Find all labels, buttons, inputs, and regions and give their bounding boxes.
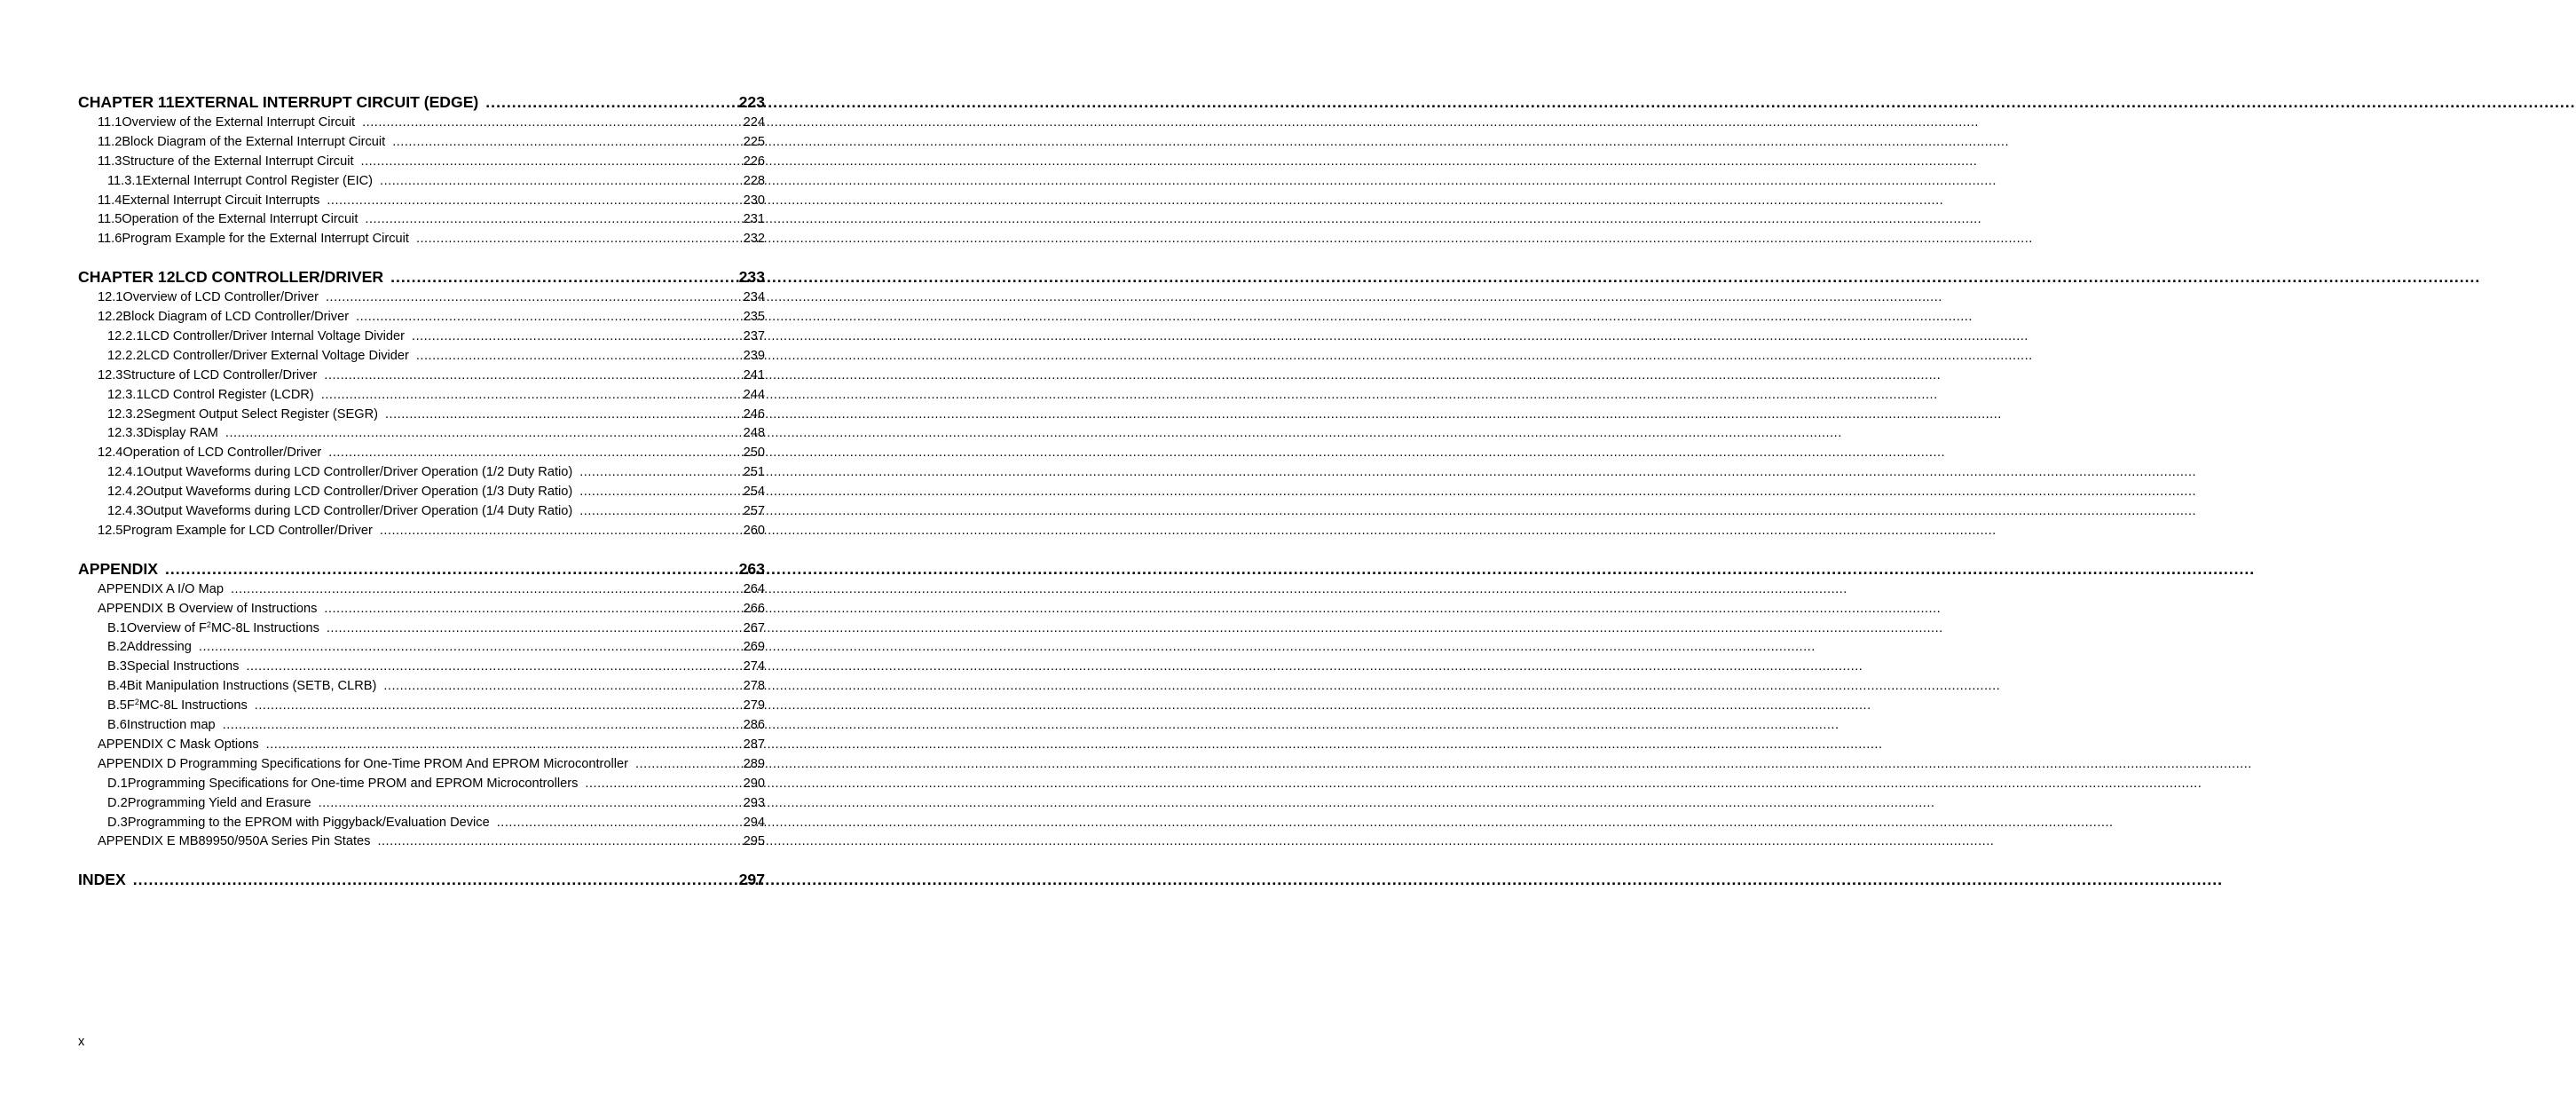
dot-leader	[579, 502, 736, 522]
toc-entry-title	[122, 522, 372, 541]
dot-leader	[356, 308, 737, 327]
dot-leader	[412, 327, 737, 347]
toc-entry[interactable]	[78, 600, 765, 619]
toc-entry[interactable]	[78, 192, 765, 211]
toc-entry-number: B.6	[107, 718, 127, 733]
toc-entry-number: 12.3.1	[107, 387, 144, 402]
toc-entry-title	[122, 153, 353, 172]
toc-heading-number: CHAPTER 11	[78, 93, 175, 111]
dot-leader	[579, 483, 736, 502]
toc-entry[interactable]	[78, 230, 765, 249]
toc-entry-title-text: Overview of F	[126, 620, 207, 635]
toc-entry-number: 12.4.2	[107, 485, 144, 500]
toc-entry-number: D.1	[107, 776, 128, 791]
dot-leader	[585, 775, 736, 794]
toc-entry-title-text: MC-8L Instructions	[138, 698, 248, 714]
toc-entry-title-text: External Interrupt Control Register (EIC)	[142, 173, 374, 188]
toc-entry[interactable]	[78, 347, 765, 367]
toc-section	[78, 91, 765, 249]
dot-leader	[416, 347, 737, 367]
toc-entry-title	[98, 736, 259, 755]
toc-entry-title-text: Overview of LCD Controller/Driver	[122, 290, 319, 305]
dot-leader	[377, 832, 736, 852]
toc-heading[interactable]	[78, 869, 765, 891]
toc-entry-title-text: Bit Manipulation Instructions (SETB, CLRB)	[126, 679, 377, 694]
dot-leader	[361, 153, 737, 172]
toc-entry[interactable]	[78, 210, 765, 230]
toc-entry-title	[144, 502, 573, 522]
dot-leader	[390, 266, 732, 288]
toc-heading-title: INDEX	[78, 871, 126, 889]
toc-entry[interactable]	[78, 367, 765, 386]
toc-entry-page: 290	[743, 776, 765, 791]
toc-entry[interactable]	[78, 658, 765, 677]
toc-entry-number: B.2	[107, 640, 127, 655]
toc-entry[interactable]	[78, 755, 765, 775]
toc-heading-number: CHAPTER 12	[78, 268, 176, 287]
toc-entry[interactable]	[78, 502, 765, 522]
dot-leader	[327, 619, 737, 639]
toc-entry-title	[127, 697, 248, 716]
toc-entry-page: 295	[743, 834, 765, 849]
toc-entry[interactable]	[78, 638, 765, 658]
toc-entry[interactable]	[78, 172, 765, 192]
toc-entry-page: 293	[743, 795, 765, 810]
toc-entry-page: 244	[743, 387, 765, 402]
toc-entry-title	[144, 463, 573, 483]
toc-entry-number: 12.1	[98, 290, 123, 305]
toc-entry[interactable]	[78, 794, 765, 814]
toc-entry-title	[128, 814, 490, 833]
toc-entry-page: 251	[743, 465, 765, 480]
toc-entry[interactable]	[78, 580, 765, 600]
dot-leader	[392, 133, 736, 153]
toc-entry-title-text: Special Instructions	[126, 659, 240, 674]
toc-section	[78, 869, 765, 891]
toc-entry-number: 11.5	[98, 212, 122, 227]
superscript: 2	[206, 619, 211, 629]
toc-heading-page: 233	[738, 268, 765, 287]
dot-leader	[635, 755, 737, 775]
toc-heading-title: APPENDIX	[78, 559, 158, 578]
toc-heading-page: 297	[738, 871, 765, 889]
toc-entry-title-text: Block Diagram of the External Interrupt Circuit	[122, 134, 386, 149]
toc-entry-page: 289	[743, 756, 765, 771]
dot-leader	[416, 230, 737, 249]
toc-entry-title-text: Program Example for LCD Controller/Driver	[122, 523, 373, 538]
toc-entry-title	[127, 638, 192, 658]
toc-entry-title-text: Structure of LCD Controller/Driver	[122, 367, 318, 382]
toc-entry-title-text: Output Waveforms during LCD Controller/Driver Operation (1/3 Duty Ratio)	[143, 485, 573, 500]
dot-leader	[380, 172, 737, 192]
toc-entry-number: 12.5	[98, 523, 123, 538]
toc-entry[interactable]	[78, 386, 765, 406]
toc-entry-title	[122, 444, 321, 463]
toc-entry-title-text: Output Waveforms during LCD Controller/Driver Operation (1/4 Duty Ratio)	[143, 504, 573, 519]
toc-entry-page: 278	[743, 679, 765, 694]
dot-leader	[485, 91, 731, 114]
toc-entry-title-text: Segment Output Select Register (SEGR)	[143, 406, 378, 422]
toc-entry-title	[128, 775, 579, 794]
toc-entry-title	[127, 677, 376, 697]
toc-entry-number: B.4	[107, 679, 127, 694]
toc-entry-number: 12.4	[98, 445, 123, 461]
toc-entry-title-text: MC-8L Instructions	[210, 620, 319, 635]
toc-entry-page: 254	[743, 485, 765, 500]
toc-heading[interactable]	[78, 91, 765, 114]
toc-entry-number: 11.1	[98, 115, 122, 130]
toc-entry-title	[144, 406, 378, 425]
table-of-contents	[78, 91, 765, 908]
toc-entry[interactable]	[78, 832, 765, 852]
toc-entry-number: 12.3.3	[107, 426, 144, 441]
toc-entry-title-text: Operation of LCD Controller/Driver	[122, 445, 322, 461]
toc-entry-number: 12.3	[98, 367, 123, 382]
toc-entry-title-text: LCD Control Register (LCDR)	[143, 387, 314, 402]
toc-entry-title-text: Operation of the External Interrupt Circuit	[122, 212, 358, 227]
toc-entry-title-text: Addressing	[126, 640, 192, 655]
toc-entry-title	[127, 716, 216, 736]
toc-entry-page: 286	[743, 718, 765, 733]
toc-entry-page: 231	[743, 212, 765, 227]
toc-entry-page: 260	[743, 523, 765, 538]
toc-entry[interactable]	[78, 406, 765, 425]
dot-leader	[321, 386, 737, 406]
toc-entry-title	[143, 172, 374, 192]
dot-leader	[365, 210, 736, 230]
dot-leader	[362, 114, 737, 133]
toc-heading[interactable]	[78, 558, 765, 580]
toc-entry-page: 225	[743, 134, 765, 149]
toc-entry-page: 294	[743, 815, 765, 830]
toc-entry-number: B.3	[107, 659, 127, 674]
toc-entry-title-text: APPENDIX B Overview of Instructions	[98, 601, 318, 616]
toc-entry-title-text: F	[126, 698, 135, 714]
superscript: 2	[134, 698, 139, 707]
toc-entry-title-text: Structure of the External Interrupt Circuit	[122, 154, 354, 169]
toc-entry[interactable]	[78, 308, 765, 327]
toc-entry-title-text: Programming to the EPROM with Piggyback/Evaluation Device	[127, 815, 490, 830]
toc-entry-page: 230	[743, 193, 765, 208]
toc-entry-title	[122, 133, 385, 153]
dot-leader	[223, 716, 737, 736]
toc-entry-page: 235	[743, 310, 765, 325]
page-number-footer: x	[78, 1035, 85, 1049]
toc-entry-title-text: LCD Controller/Driver External Voltage Divider	[143, 348, 409, 363]
toc-entry-title	[128, 794, 311, 814]
dot-leader	[579, 463, 736, 483]
toc-entry-number: 12.4.3	[107, 504, 144, 519]
dot-leader	[383, 677, 736, 697]
toc-entry-title	[144, 327, 405, 347]
toc-heading-title: EXTERNAL INTERRUPT CIRCUIT (EDGE)	[174, 93, 479, 111]
toc-section	[78, 266, 765, 541]
toc-entry-title	[122, 210, 358, 230]
toc-entry-title-text: APPENDIX E MB89950/950A Series Pin States	[98, 834, 371, 849]
toc-entry-title	[98, 755, 628, 775]
toc-entry[interactable]	[78, 814, 765, 833]
dot-leader	[497, 814, 737, 833]
toc-entry[interactable]	[78, 619, 765, 639]
toc-entry-title-text: Programming Specifications for One-time PROM and EPROM Microcontrollers	[127, 776, 579, 791]
dot-leader	[385, 406, 737, 425]
toc-entry[interactable]	[78, 677, 765, 697]
toc-entry-title	[127, 658, 240, 677]
toc-entry[interactable]	[78, 424, 765, 444]
toc-entry-title	[144, 347, 409, 367]
toc-entry-title	[122, 114, 355, 133]
toc-entry-page: 246	[743, 406, 765, 422]
toc-entry[interactable]	[78, 697, 765, 716]
toc-entry-page: 224	[743, 115, 765, 130]
toc-entry-number: B.1	[107, 620, 127, 635]
toc-entry-title-text: APPENDIX D Programming Specifications for One-Time PROM And EPROM Microcontroller	[98, 756, 628, 771]
toc-entry-title	[144, 483, 573, 502]
dot-leader	[199, 638, 737, 658]
dot-leader	[225, 424, 737, 444]
toc-entry-title-text: External Interrupt Circuit Interrupts	[122, 193, 320, 208]
toc-entry[interactable]	[78, 444, 765, 463]
toc-entry-title	[98, 832, 370, 852]
dot-leader	[231, 580, 737, 600]
toc-entry-title	[122, 367, 317, 386]
toc-entry-title	[98, 600, 317, 619]
toc-entry-page: 250	[743, 445, 765, 461]
toc-entry-page: 269	[743, 640, 765, 655]
toc-entry-title	[127, 619, 319, 639]
dot-leader	[326, 288, 737, 308]
toc-entry-title	[98, 580, 224, 600]
toc-entry-page: 241	[743, 367, 765, 382]
toc-entry[interactable]	[78, 114, 765, 133]
toc-entry[interactable]	[78, 288, 765, 308]
toc-entry-page: 232	[743, 232, 765, 247]
toc-entry[interactable]	[78, 775, 765, 794]
toc-entry-title-text: APPENDIX C Mask Options	[98, 737, 259, 752]
toc-entry-title-text: Block Diagram of LCD Controller/Driver	[122, 310, 350, 325]
toc-entry-number: D.3	[107, 815, 128, 830]
toc-entry-title	[144, 424, 218, 444]
dot-leader	[133, 869, 732, 891]
toc-entry-title-text: Instruction map	[126, 718, 216, 733]
toc-entry-title-text: Output Waveforms during LCD Controller/Driver Operation (1/2 Duty Ratio)	[143, 465, 573, 480]
toc-entry-page: 239	[743, 348, 765, 363]
dot-leader	[380, 522, 737, 541]
toc-entry-number: 12.4.1	[107, 465, 144, 480]
toc-entry-page: 287	[743, 737, 765, 752]
toc-entry-title	[122, 192, 319, 211]
dot-leader	[324, 600, 736, 619]
toc-heading-page: 223	[738, 93, 765, 111]
toc-entry-page: 279	[743, 698, 765, 714]
toc-entry-page: 267	[743, 620, 765, 635]
toc-heading-title: LCD CONTROLLER/DRIVER	[175, 268, 384, 287]
toc-entry-title-text: Display RAM	[143, 426, 218, 441]
toc-entry-title-text: Programming Yield and Erasure	[127, 795, 311, 810]
toc-entry-title	[122, 288, 319, 308]
toc-entry-page: 237	[743, 329, 765, 344]
toc-entry-page: 226	[743, 154, 765, 169]
toc-entry-title-text: APPENDIX A I/O Map	[98, 581, 224, 596]
toc-entry-page: 228	[743, 173, 765, 188]
toc-heading-page: 263	[738, 559, 765, 578]
dot-leader	[255, 697, 737, 716]
toc-entry[interactable]	[78, 463, 765, 483]
dot-leader	[165, 558, 732, 580]
toc-entry[interactable]	[78, 327, 765, 347]
toc-section	[78, 558, 765, 852]
dot-leader	[324, 367, 736, 386]
toc-entry-number: 11.6	[98, 232, 122, 247]
toc-entry-title-text: Program Example for the External Interrupt Circuit	[122, 232, 409, 247]
toc-entry-number: 11.3	[98, 154, 122, 169]
dot-leader	[327, 192, 736, 211]
dot-leader	[319, 794, 737, 814]
toc-entry-title	[122, 230, 409, 249]
toc-entry-number: D.2	[107, 795, 128, 810]
toc-entry-number: 12.2	[98, 310, 123, 325]
toc-entry-page: 234	[743, 290, 765, 305]
toc-entry-number: 12.2.1	[107, 329, 144, 344]
toc-entry[interactable]	[78, 483, 765, 502]
toc-entry[interactable]	[78, 736, 765, 755]
toc-entry-title	[144, 386, 314, 406]
toc-entry[interactable]	[78, 153, 765, 172]
toc-entry-number: B.5	[107, 698, 127, 714]
toc-entry[interactable]	[78, 522, 765, 541]
toc-heading[interactable]	[78, 266, 765, 288]
toc-entry-page: 257	[743, 504, 765, 519]
toc-entry-title-text: LCD Controller/Driver Internal Voltage Divider	[143, 329, 406, 344]
toc-entry-number: 12.2.2	[107, 348, 144, 363]
toc-entry-number: 11.3.1	[107, 173, 143, 188]
toc-entry[interactable]	[78, 716, 765, 736]
toc-entry-number: 11.2	[98, 134, 122, 149]
toc-entry-title	[122, 308, 349, 327]
dot-leader	[246, 658, 736, 677]
toc-entry-page: 264	[743, 581, 765, 596]
dot-leader	[328, 444, 736, 463]
toc-entry-page: 274	[743, 659, 765, 674]
toc-entry-number: 11.4	[98, 193, 122, 208]
toc-entry[interactable]	[78, 133, 765, 153]
toc-entry-title-text: Overview of the External Interrupt Circuit	[122, 115, 356, 130]
dot-leader	[266, 736, 737, 755]
toc-entry-number: 12.3.2	[107, 406, 144, 422]
toc-entry-page: 266	[743, 601, 765, 616]
toc-entry-page: 248	[743, 426, 765, 441]
